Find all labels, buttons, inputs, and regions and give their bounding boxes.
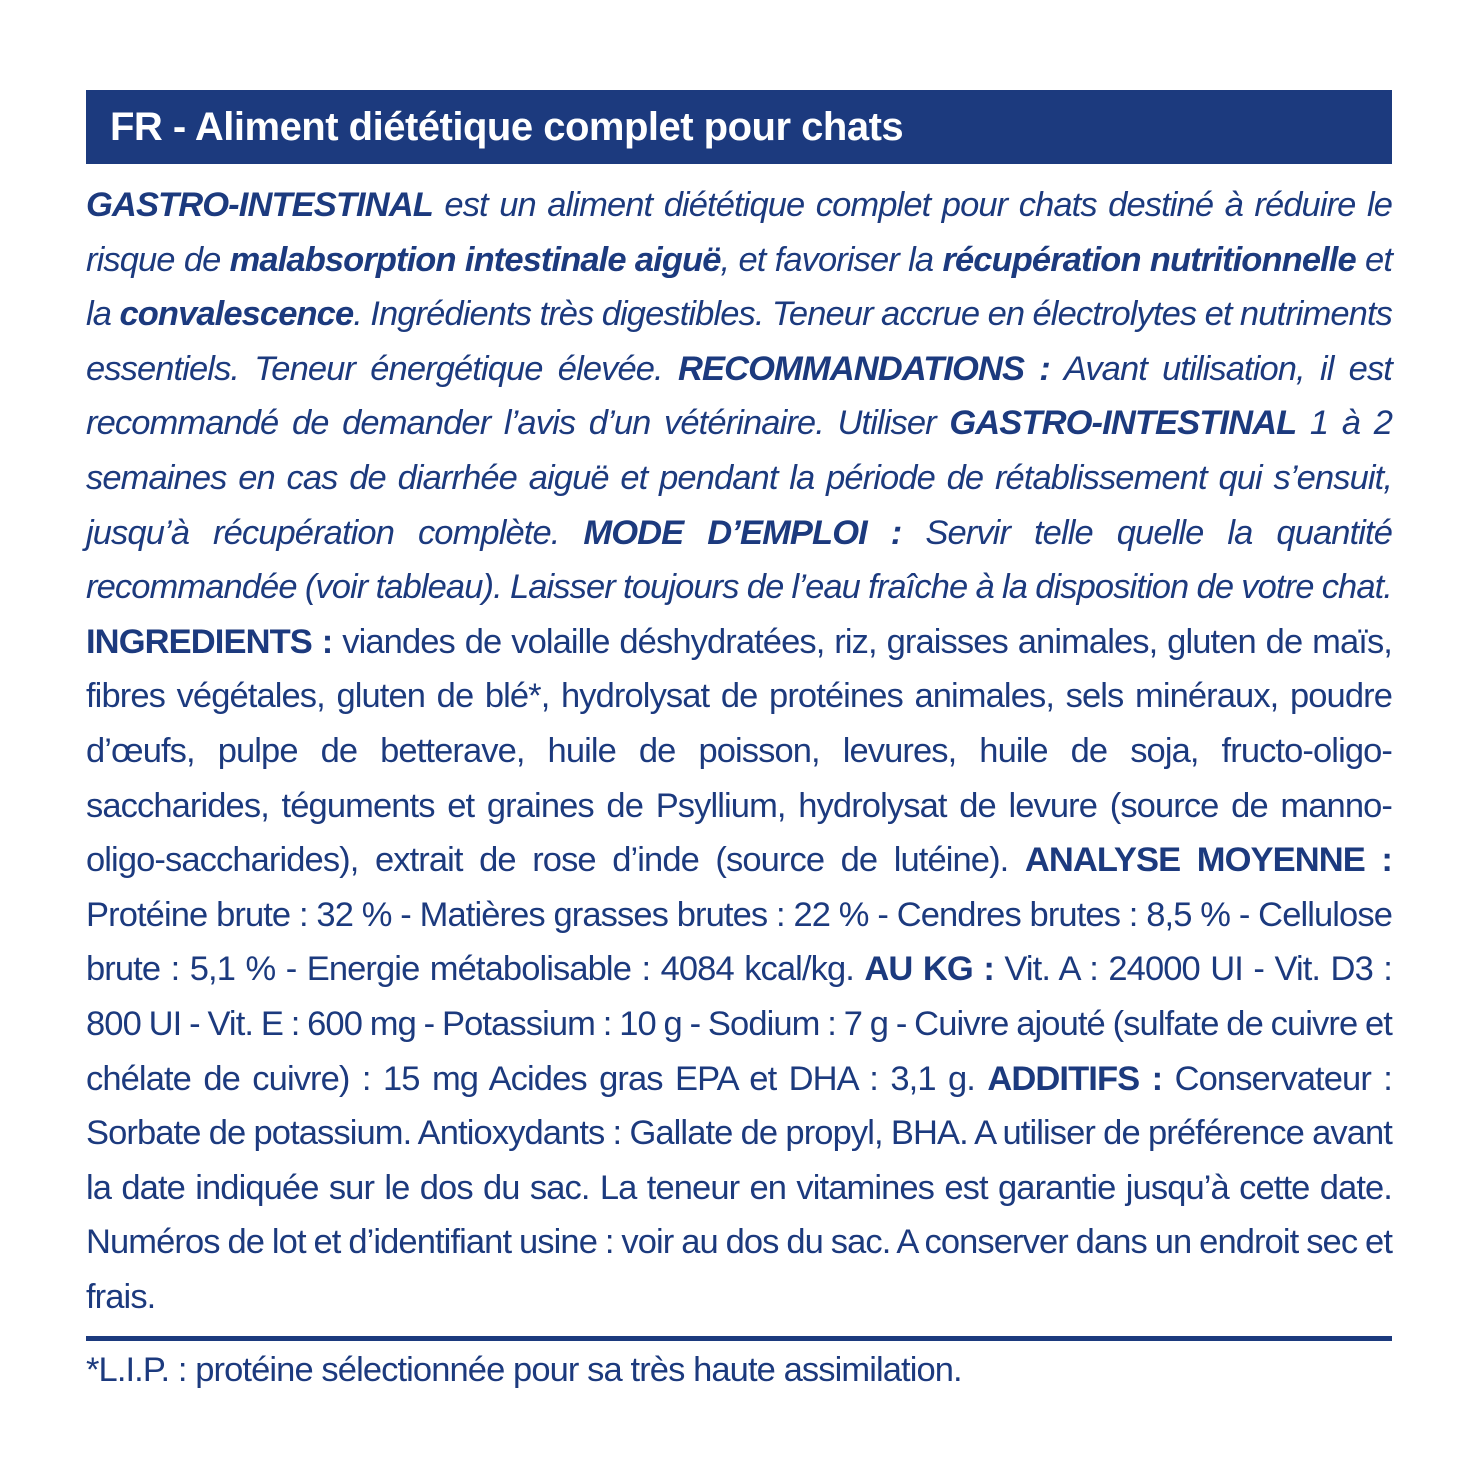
section-heading-usage: MODE D’EMPLOI : bbox=[583, 513, 902, 552]
title-banner bbox=[86, 90, 1392, 164]
label-body-text bbox=[86, 178, 1392, 1324]
recommendations-text: 1 à 2 semaines en cas de diarrhée aiguë et pendant la période de rétablissement qui s’ensuit, jusqu’à récupération complète. bbox=[86, 404, 1392, 552]
section-heading-analysis: ANALYSE MOYENNE : bbox=[1024, 841, 1393, 880]
product-label-panel bbox=[86, 90, 1392, 1393]
footnote: *L.I.P. : protéine sélectionnée pour sa très haute assimilation. bbox=[86, 1351, 962, 1390]
additives-text: Conservateur : Sorbate de potassium. Antioxydants : Gallate de propyl, BHA. A utiliser de préférence avant la date indiquée sur le dos du sac. La teneur en vitamines est garantie jusqu’à cette date. Numéros de lot et d’identifiant usine : voir au dos du sac. A conserver dans un endroit sec et frais. bbox=[86, 1059, 1392, 1316]
emphasis-recovery: récupération nutritionnelle bbox=[942, 240, 1356, 279]
divider-rule bbox=[86, 1336, 1392, 1341]
emphasis-malabsorption: malabsorption intestinale aiguë bbox=[229, 240, 721, 279]
product-name: GASTRO-INTESTINAL bbox=[949, 404, 1297, 443]
usage-text: Servir telle quelle la quantité recommandée (voir tableau). Laisser toujours de l’eau fraîche à la disposition de votre chat. bbox=[86, 513, 1392, 607]
analysis-text: Protéine brute : 32 % - Matières grasses brutes : 22 % - Cendres brutes : 8,5 % - Cellulose brute : 5,1 % - Energie métabolisable : 4084 kcal/kg. bbox=[86, 895, 1392, 989]
description-text: est un aliment diététique complet pour chats destiné à réduire le risque de bbox=[86, 186, 1392, 279]
section-heading-additives: ADDITIFS : bbox=[987, 1059, 1163, 1098]
label-title: FR - Aliment diététique complet pour chats bbox=[110, 104, 904, 149]
section-heading-per-kg: AU KG : bbox=[864, 950, 994, 989]
recommendations-text: Avant utilisation, il est recommandé de demander l’avis d’un vétérinaire. Utiliser bbox=[86, 349, 1392, 443]
product-name: GASTRO-INTESTINAL bbox=[86, 186, 433, 224]
section-heading-recommendations: RECOMMANDATIONS : bbox=[677, 349, 1050, 388]
emphasis-convalescence: convalescence bbox=[119, 295, 354, 334]
section-heading-ingredients: INGREDIENTS : bbox=[86, 622, 333, 661]
description-text: . Ingrédients très digestibles. Teneur accrue en électrolytes et nutriments essentiels. Teneur énergétique élevée. bbox=[86, 295, 1392, 388]
description-text: et la bbox=[86, 240, 1393, 334]
ingredients-text: viandes de volaille déshydratées, riz, graisses animales, gluten de maïs, fibres végétales, gluten de blé*, hydrolysat de protéines animales, sels minéraux, poudre d’œufs, pulpe de betterave, huile de poisson, levures, huile de soja, fructo-oligo-saccharides, téguments et graines de Psyllium, hydrolysat de levure (source de manno-oligo-saccharides), extrait de rose d’inde (source de lutéine). bbox=[86, 622, 1392, 880]
per-kg-text: Vit. A : 24000 UI - Vit. D3 : 800 UI - Vit. E : 600 mg - Potassium : 10 g - Sodium : 7 g - Cuivre ajouté (sulfate de cuivre et chélate de cuivre) : 15 mg Acides gras EPA et DHA : 3,1 g. bbox=[86, 950, 1392, 1098]
description-text: , et favoriser la bbox=[720, 240, 943, 279]
